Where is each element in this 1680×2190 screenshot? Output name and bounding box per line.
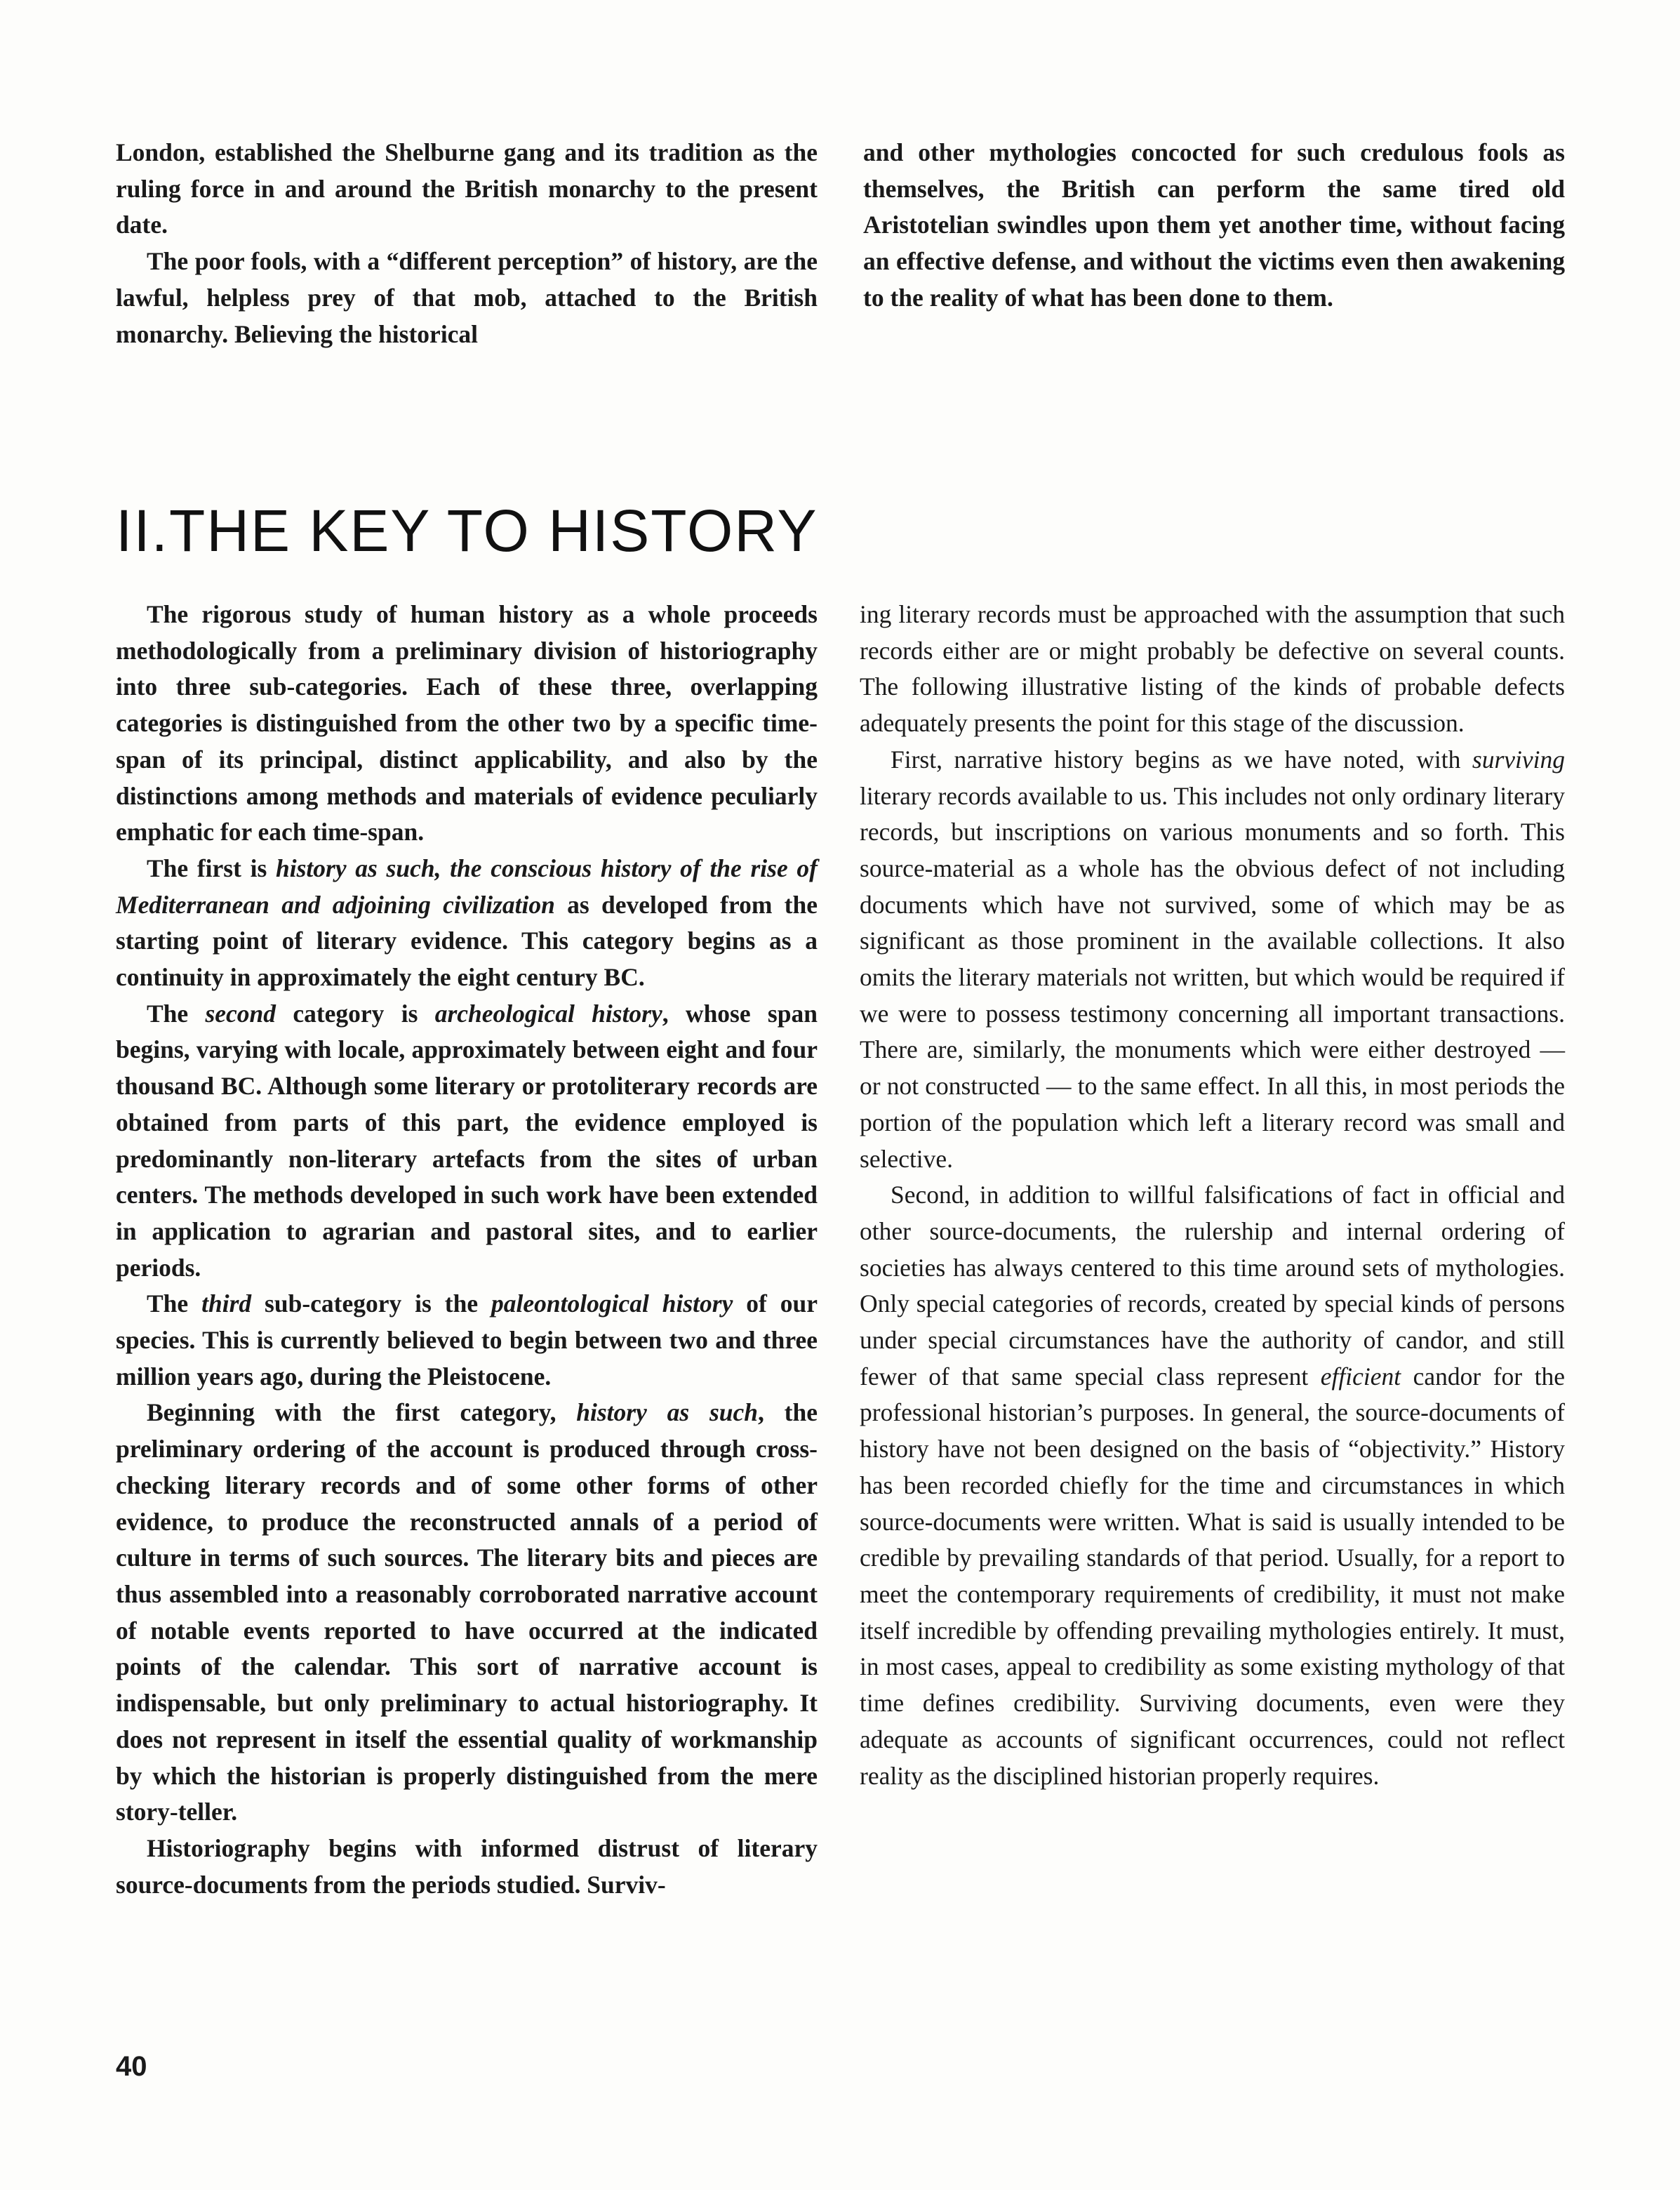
text-run: , whose span begins, varying with locale, approximately between eight and four thousand BC. Although some literary or protoliterary records are obtained from parts of this part, the evidence employed is predominantly non-literary artefacts from the sites of urban centers. The methods developed in such work have been extended in application to agrarian and pastoral sites, and to earlier periods. xyxy=(116,999,818,1282)
text-run: candor for the professional historian’s purposes. In general, the source-documents of history have not been designed on the basis of “objectivity.” History has been recorded chiefly for the time and circumstances in which source-documents were written. What is said is usually intended to be credible by prevailing standards of that period. Usually, for a report to meet the contemporary requirements of credibility, it must not make itself incredible by offending prevailing mythologies entirely. It must, in most cases, appeal to credibility as some existing mythology of that time defines credibility. Surviving documents, even were they adequate as accounts of significant occurrences, could not reflect reality as the disciplined historian properly requires. xyxy=(860,1362,1565,1790)
top-right-column xyxy=(863,135,1565,317)
text-run: The xyxy=(147,1289,202,1318)
text-run: The first is xyxy=(147,854,276,882)
italic-text: paleontological history xyxy=(491,1289,733,1318)
text-run: The rigorous study of human history as a whole proceeds methodologically from a preliminary division of historiography into three sub-categories. Each of these three, overlapping categories is distinguished from the other two by a specific time-span of its principal, distinct applicability, and also by the distinctions among methods and materials of evidence peculiarly emphatic for each time-span. xyxy=(116,600,818,847)
italic-text: efficient xyxy=(1320,1362,1401,1391)
text-run: of our species. This is currently believed to begin between two and three million years ago, during the Pleistocene. xyxy=(116,1289,818,1391)
italic-text: history as such, the conscious history of the rise of Mediterranean and adjoining civilization xyxy=(116,854,818,919)
section-heading: II.THE KEY TO HISTORY xyxy=(116,498,818,564)
text-run: The xyxy=(147,999,206,1028)
paragraph xyxy=(116,851,818,996)
paragraph xyxy=(116,597,818,851)
paragraph xyxy=(860,1177,1565,1794)
text-run: , the preliminary ordering of the account is produced through cross-checking literary records and of some other forms of other evidence, to produce the reconstructed annals of a period of culture in terms of such sources. The literary bits and pieces are thus assembled into a reasonably corroborated narrative account of notable events reported to have occurred at the indicated points of the calendar. This sort of narrative account is indispensable, but only preliminary to actual historiography. It does not represent in itself the essential quality of workmanship by which the historian is properly distinguished from the mere story-teller. xyxy=(116,1398,818,1826)
italic-text: third xyxy=(201,1289,252,1318)
paragraph: and other mythologies concocted for such credulous fools as themselves, the British can perform the same tired old Aristotelian swindles upon them yet another time, without facing an effective defense, and without the victims even then awakening to the reality of what has been done to them. xyxy=(863,138,1565,312)
paragraph: The poor fools, with a “different perception” of history, are the lawful, helpless prey of that mob, attached to the British monarchy. Believing the historical xyxy=(116,247,818,348)
text-run: ing literary records must be approached with the assumption that such records either are or might probably be defective on several counts. The following illustrative listing of the kinds of probable defects adequately presents the point for this stage of the discussion. xyxy=(860,600,1565,738)
italic-text: archeological history xyxy=(434,999,662,1028)
paragraph xyxy=(116,996,818,1287)
page-number: 40 xyxy=(116,2051,147,2082)
italic-text: history as such xyxy=(576,1398,759,1427)
paragraph xyxy=(116,1831,818,1903)
paragraph xyxy=(116,1395,818,1830)
text-run: literary records available to us. This includes not only ordinary literary records, but inscriptions on various monuments and so forth. This source-material as a whole has the obvious defect of not including documents which have not survived, some of which may be as significant as those prominent in the available collections. It also omits the literary materials not written, but which would be required if we were to possess testimony concerning all important transactions. There are, similarly, the monuments which were either destroyed — or not constructed — to the same effect. In all this, in most periods the portion of the population which left a literary record was small and selective. xyxy=(860,781,1565,1173)
paragraph: London, established the Shelburne gang and its tradition as the ruling force in and around the British monarchy to the present date. xyxy=(116,138,818,239)
text-run: Second, in addition to willful falsifications of fact in official and other source-documents, the rulership and internal ordering of societies has always centered to this time around sets of mythologies. Only special categories of records, created by special kinds of persons under special circumstances have the authority of candor, and still fewer of that same special class represent xyxy=(860,1181,1565,1391)
paragraph xyxy=(116,1286,818,1395)
text-run: sub-category is the xyxy=(251,1289,491,1318)
top-left-column xyxy=(116,135,818,352)
text-run: as developed from the starting point of literary evidence. This category begins as a continuity in approximately the eight century BC. xyxy=(116,890,818,992)
text-run: category is xyxy=(276,999,435,1028)
text-run: First, narrative history begins as we have noted, with xyxy=(891,745,1472,774)
text-run: Historiography begins with informed distrust of literary source-documents from the periods studied. Surviv- xyxy=(116,1833,818,1899)
italic-text: surviving xyxy=(1472,745,1565,774)
paragraph xyxy=(860,742,1565,1177)
italic-text: second xyxy=(205,999,276,1028)
paragraph xyxy=(860,597,1565,742)
body-right-column xyxy=(860,597,1565,1794)
text-run: Beginning with the first category, xyxy=(147,1398,577,1427)
body-left-column xyxy=(116,597,818,1903)
